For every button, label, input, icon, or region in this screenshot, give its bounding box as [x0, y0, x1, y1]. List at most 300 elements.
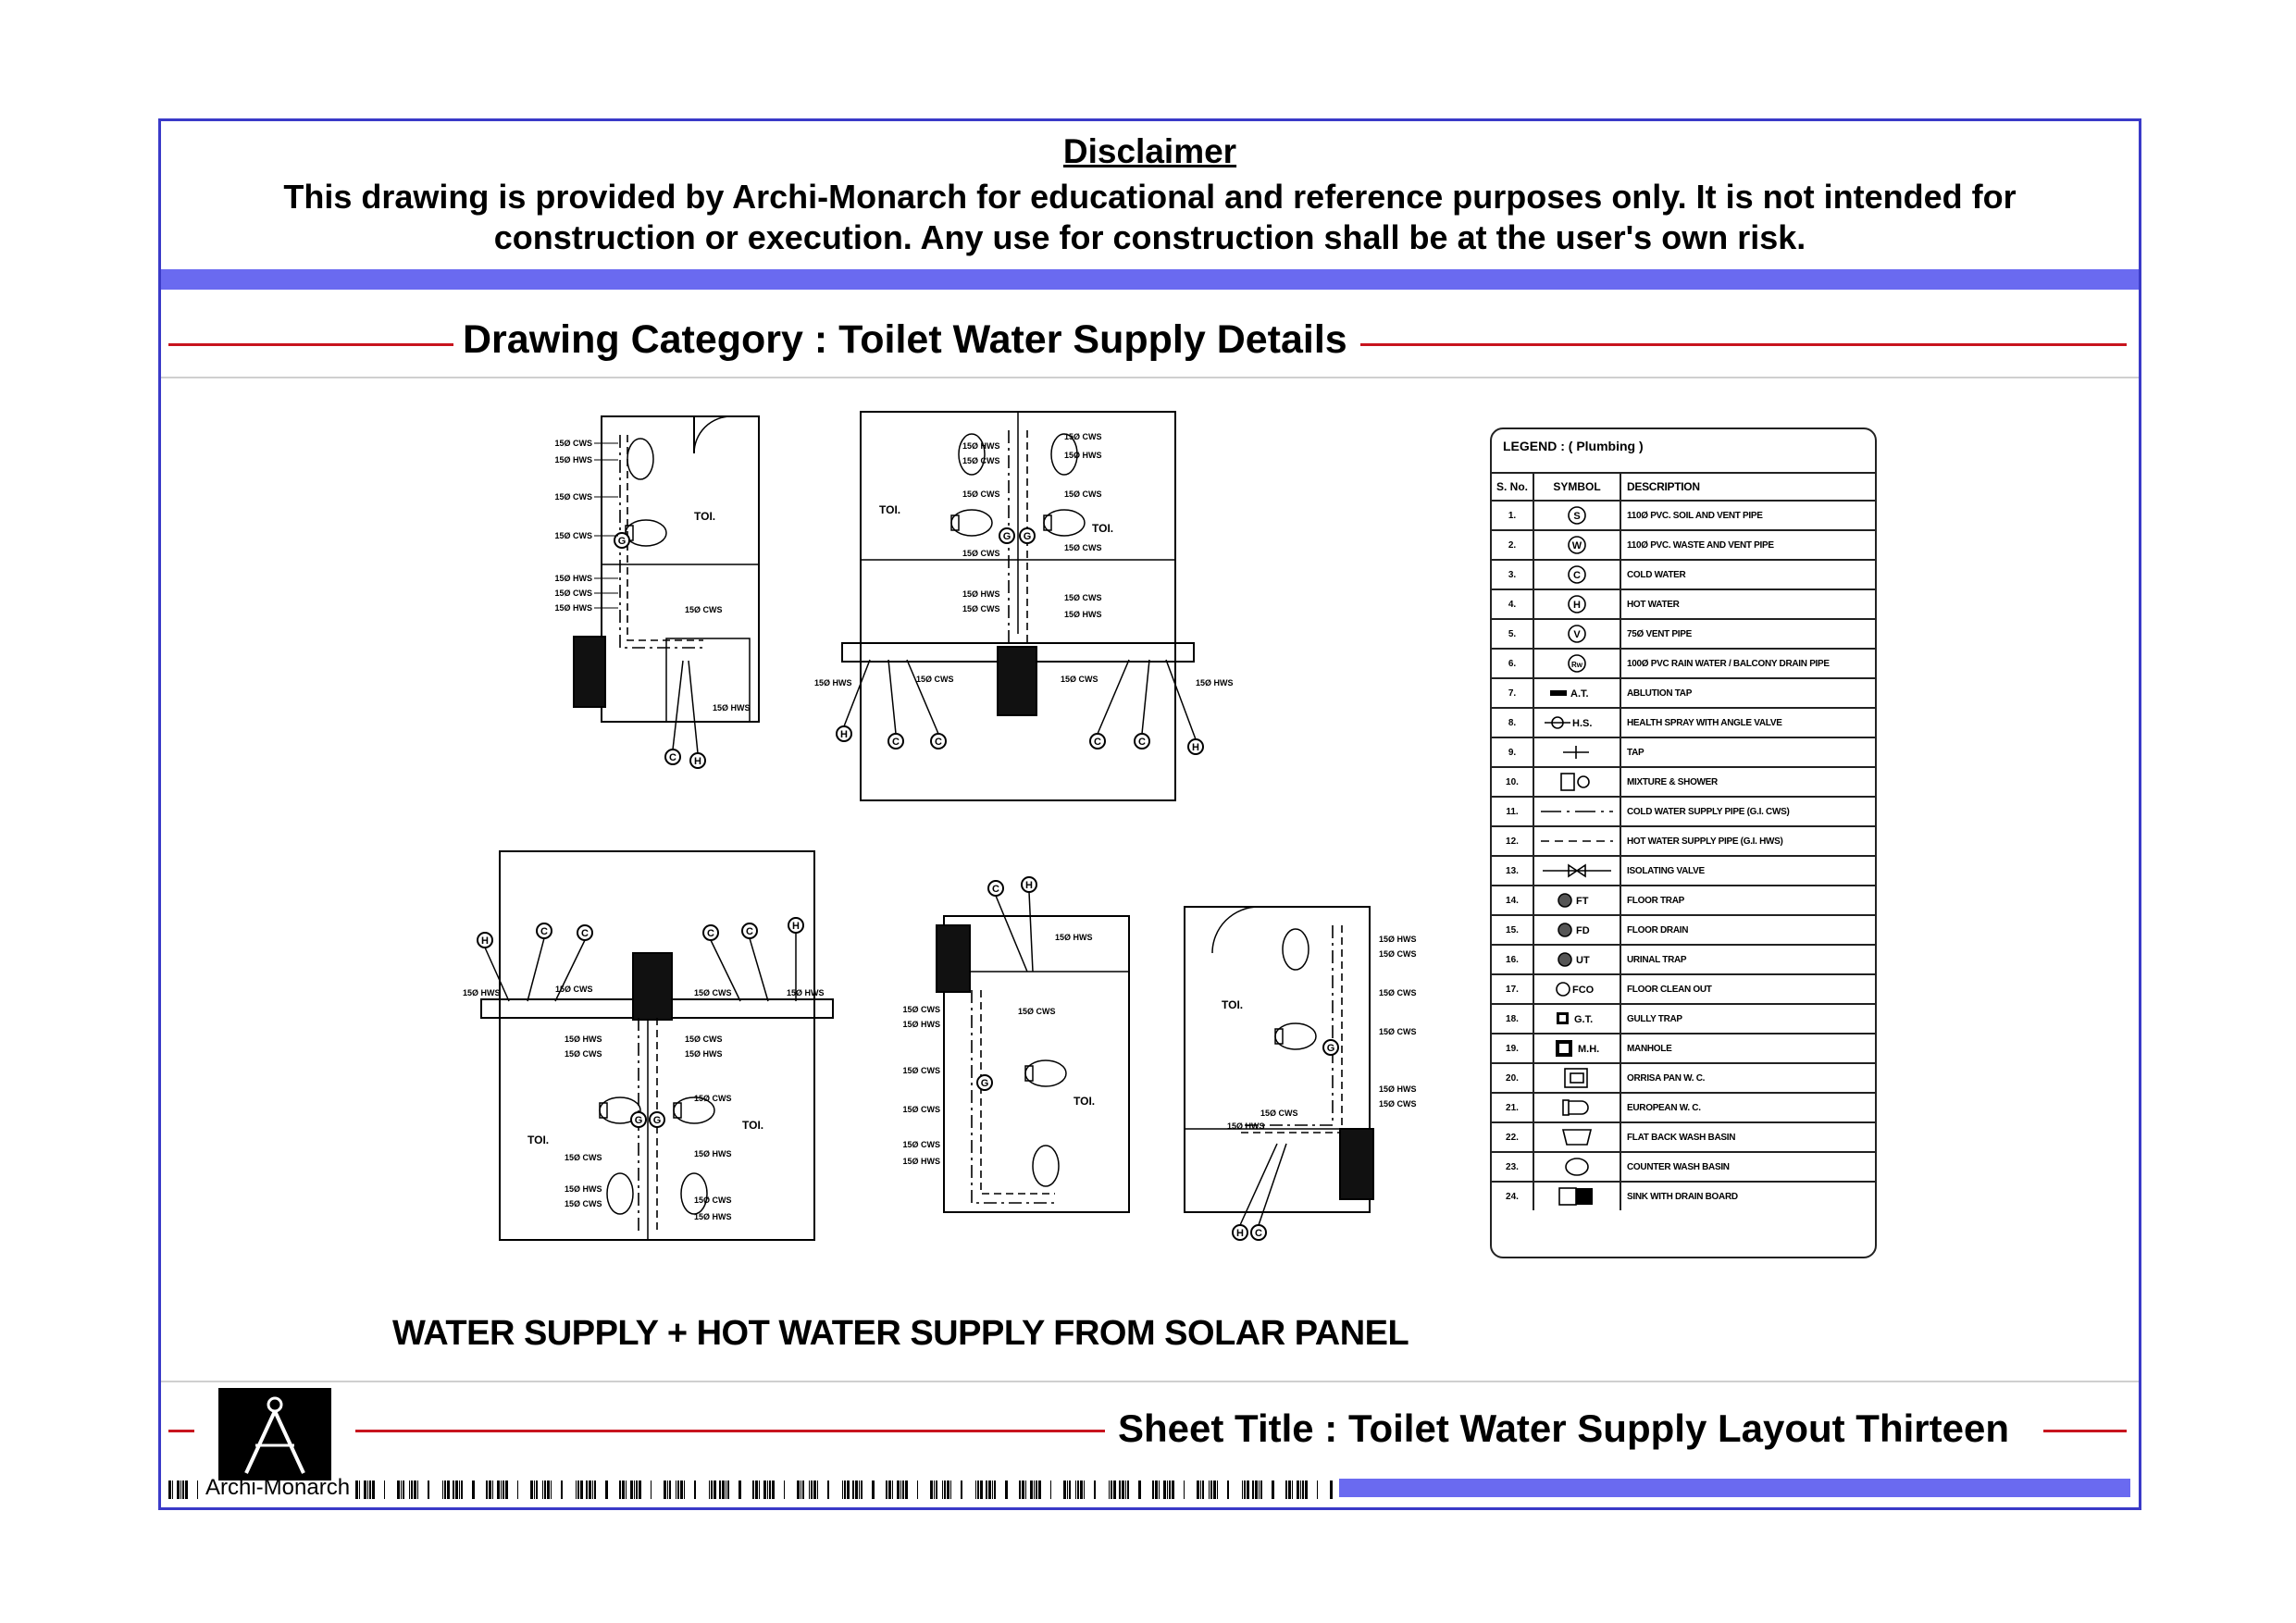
sheet-rule-right — [2043, 1430, 2127, 1432]
barcode-bar — [934, 1481, 935, 1499]
legend-row-description: HEALTH SPRAY WITH ANGLE VALVE — [1620, 708, 1875, 737]
barcode-bar — [680, 1481, 683, 1499]
legend-symbol-label: A.T. — [1570, 688, 1589, 700]
trap-grate — [1558, 953, 1571, 966]
legend-row-number: 7. — [1492, 678, 1533, 708]
plan-2 — [814, 412, 1234, 800]
leader-line — [907, 660, 938, 734]
legend-row-number: 21. — [1492, 1093, 1533, 1122]
marker-h-label: H — [694, 756, 701, 767]
marker-c-label: C — [707, 928, 714, 939]
circle-letter-icon — [1535, 533, 1619, 557]
barcode-bar — [622, 1481, 625, 1499]
barcode-bar — [544, 1481, 546, 1499]
pipe-label: 15Ø HWS — [1379, 935, 1417, 944]
barcode-bar — [384, 1481, 385, 1499]
pipe-label: 15Ø CWS — [1018, 1007, 1056, 1016]
legend-row-symbol — [1533, 915, 1620, 945]
basin-ellipse — [1566, 1158, 1588, 1175]
pipe-label: 15Ø CWS — [1379, 1027, 1417, 1036]
barcode-bar — [1330, 1481, 1333, 1499]
barcode-bar — [1163, 1481, 1166, 1499]
room-label: TOI. — [694, 510, 716, 523]
barcode-bar — [714, 1481, 716, 1499]
wc-bowl — [1044, 510, 1085, 536]
barcode-bar — [589, 1481, 591, 1499]
barcode-bar — [185, 1481, 188, 1499]
legend-row-number: 13. — [1492, 856, 1533, 886]
barcode-bar — [636, 1481, 638, 1499]
barcode-bar — [994, 1481, 996, 1499]
barcode-bar — [547, 1481, 550, 1499]
barcode-bar — [605, 1481, 608, 1499]
cold-pipe-icon — [1535, 799, 1619, 824]
barcode-bar — [1119, 1481, 1121, 1499]
cleanout-circle — [1557, 983, 1570, 996]
barcode-bar — [902, 1481, 904, 1499]
barcode-bar — [1050, 1481, 1051, 1499]
pipe-label: 15Ø CWS — [685, 605, 723, 614]
barcode-bar — [503, 1481, 504, 1499]
legend-row-number: 6. — [1492, 649, 1533, 678]
barcode-bar — [444, 1481, 446, 1499]
pipe-label: 15Ø HWS — [902, 1020, 940, 1029]
pipe-label: 15Ø HWS — [463, 988, 501, 997]
pipe-label: 15Ø CWS — [916, 675, 954, 684]
legend-row-description: FLOOR CLEAN OUT — [1620, 974, 1875, 1004]
barcode-bar — [1247, 1481, 1249, 1499]
trap-icon — [1535, 888, 1619, 912]
pipe-label: 15Ø CWS — [962, 604, 1000, 613]
barcode-bar — [872, 1481, 875, 1499]
circle-letter-icon — [1535, 563, 1619, 587]
marker-h-label: H — [481, 935, 489, 947]
pipe-label: 15Ø CWS — [902, 1105, 940, 1114]
pipe-label: 15Ø HWS — [962, 441, 1000, 451]
legend-row-description: FLAT BACK WASH BASIN — [1620, 1122, 1875, 1152]
barcode-bar — [842, 1481, 843, 1499]
barcode-bar — [859, 1481, 860, 1499]
wc-cistern — [1563, 1100, 1569, 1115]
barcode-bar — [619, 1481, 621, 1499]
legend-row — [1492, 945, 1875, 974]
legend-row-description: SINK WITH DRAIN BOARD — [1620, 1182, 1875, 1210]
pipe-label: 15Ø CWS — [1061, 675, 1098, 684]
plumbing-legend — [1490, 427, 1877, 1258]
solar-tank — [1340, 1129, 1373, 1199]
barcode-bar — [372, 1481, 375, 1499]
legend-row-symbol — [1533, 678, 1620, 708]
room-label: TOI. — [879, 503, 901, 516]
hot-pipe-icon — [1535, 829, 1619, 853]
circle-letter-icon — [1535, 651, 1619, 675]
barcode-bar — [1022, 1481, 1024, 1499]
legend-row-symbol — [1533, 856, 1620, 886]
legend-header-no: S. No. — [1492, 473, 1533, 501]
disclaimer-line-1: This drawing is provided by Archi-Monarch for educational and reference purposes only. It is not intended for — [283, 178, 2017, 216]
barcode-bar — [1067, 1481, 1068, 1499]
barcode-bar — [1094, 1481, 1096, 1499]
barcode-bar — [1172, 1481, 1174, 1499]
barcode-bar — [861, 1481, 863, 1499]
marker-h-label: H — [1025, 880, 1033, 891]
barcode-bar — [580, 1481, 583, 1499]
drawing-category-title: Drawing Category : Toilet Water Supply Details — [463, 317, 1347, 362]
plan-4 — [902, 877, 1129, 1212]
cold-pipe — [972, 990, 1055, 1203]
wc-bowl — [951, 510, 992, 536]
barcode-bar — [403, 1481, 404, 1499]
barcode-bar — [197, 1481, 198, 1499]
legend-row — [1492, 649, 1875, 678]
wc-bowl — [1569, 1101, 1588, 1114]
flatbasin-icon — [1535, 1125, 1619, 1149]
barcode-bar — [626, 1481, 627, 1499]
compass-icon — [218, 1388, 331, 1481]
leader-line — [1142, 660, 1149, 734]
pipe-label: 15Ø CWS — [565, 1199, 602, 1208]
barcode-bar — [1210, 1481, 1212, 1499]
leader-line — [996, 896, 1027, 972]
pipe-label: 15Ø CWS — [1260, 1109, 1298, 1118]
room-label: TOI. — [742, 1119, 764, 1132]
wash-basin — [1283, 929, 1309, 970]
barcode-bar — [417, 1481, 418, 1499]
legend-row — [1492, 1093, 1875, 1122]
legend-row-number: 15. — [1492, 915, 1533, 945]
barcode-bar — [1038, 1481, 1041, 1499]
door-swing — [694, 416, 731, 453]
legend-row-number: 8. — [1492, 708, 1533, 737]
barcode-bar — [1084, 1481, 1085, 1499]
barcode-bar — [177, 1481, 180, 1499]
mixer-body — [1561, 774, 1574, 790]
pipe-label: 15Ø CWS — [554, 588, 592, 598]
legend-row — [1492, 708, 1875, 737]
legend-row-description: MANHOLE — [1620, 1034, 1875, 1063]
barcode-bar — [534, 1481, 535, 1499]
barcode-bar — [1034, 1481, 1035, 1499]
disclaimer-line-2: construction or execution. Any use for construction shall be at the user's own risk. — [493, 218, 1806, 256]
ablution-tap-shape — [1550, 690, 1567, 696]
barcode-bar — [651, 1481, 652, 1499]
leader-line — [1098, 660, 1129, 734]
pipe-label: 15Ø CWS — [554, 492, 592, 502]
toilet-plans-drawing — [407, 389, 1462, 1258]
legend-row-description: URINAL TRAP — [1620, 945, 1875, 974]
barcode-bar — [1300, 1481, 1301, 1499]
barcode-bar — [944, 1481, 946, 1499]
barcode-bar — [455, 1481, 458, 1499]
plan-1-walls — [602, 416, 759, 722]
barcode-bar — [759, 1481, 760, 1499]
marker-c-label: C — [540, 926, 548, 937]
barcode-bar — [1292, 1481, 1293, 1499]
barcode-bar — [1080, 1481, 1083, 1499]
barcode-bar — [577, 1481, 579, 1499]
barcode-bar — [1217, 1481, 1218, 1499]
legend-row — [1492, 530, 1875, 560]
pipe-label: 15Ø CWS — [1379, 988, 1417, 997]
legend-symbol-label: H — [1573, 600, 1581, 611]
european-icon — [1535, 1096, 1619, 1120]
pipe-label: 15Ø HWS — [565, 1184, 602, 1194]
barcode-bar — [1069, 1481, 1071, 1499]
marker-c-label: C — [581, 928, 589, 939]
pipe-label: 15Ø HWS — [1064, 610, 1102, 619]
legend-row-number: 16. — [1492, 945, 1533, 974]
barcode-bar — [852, 1481, 854, 1499]
barcode-bar — [364, 1481, 366, 1499]
barcode-bar — [684, 1481, 685, 1499]
barcode-bar — [1005, 1481, 1008, 1499]
barcode-bar — [592, 1481, 593, 1499]
barcode-bar — [359, 1481, 360, 1499]
legend-symbol-label: M.H. — [1578, 1044, 1600, 1055]
barcode-bar — [1255, 1481, 1258, 1499]
leader-line — [888, 660, 896, 734]
barcode-bar — [947, 1481, 949, 1499]
legend-row-number: 20. — [1492, 1063, 1533, 1093]
pipe-label: 15Ø CWS — [1064, 432, 1102, 441]
legend-table — [1492, 472, 1875, 1210]
health-spray-icon — [1535, 711, 1619, 735]
valve-icon — [1535, 859, 1619, 883]
legend-row-number: 1. — [1492, 501, 1533, 530]
barcode-bar — [1260, 1481, 1262, 1499]
legend-row-symbol — [1533, 649, 1620, 678]
legend-row-number: 3. — [1492, 560, 1533, 589]
barcode-bar — [772, 1481, 775, 1499]
legend-row-description: ABLUTION TAP — [1620, 678, 1875, 708]
legend-row — [1492, 915, 1875, 945]
solar-tank — [574, 637, 605, 707]
leader-line — [750, 938, 768, 1001]
legend-row-symbol — [1533, 797, 1620, 826]
barcode-bar — [936, 1481, 937, 1499]
legend-row-description: HOT WATER SUPPLY PIPE (G.I. HWS) — [1620, 826, 1875, 856]
legend-row-symbol — [1533, 974, 1620, 1004]
trap-grate — [1558, 894, 1571, 907]
legend-header-row — [1492, 473, 1875, 501]
pipe-label: 15Ø HWS — [1379, 1084, 1417, 1094]
manhole-icon — [1535, 1036, 1619, 1060]
legend-row-symbol — [1533, 1004, 1620, 1034]
barcode-bar — [769, 1481, 771, 1499]
barcode-bar — [517, 1481, 518, 1499]
barcode-bar — [719, 1481, 721, 1499]
barcode-bar — [738, 1481, 741, 1499]
legend-row-symbol — [1533, 619, 1620, 649]
barcode-bar — [800, 1481, 801, 1499]
wc-bowl — [1025, 1060, 1066, 1086]
marker-g-label: G — [980, 1078, 989, 1089]
barcode-bar — [886, 1481, 887, 1499]
legend-row-description: FLOOR TRAP — [1620, 886, 1875, 915]
drainboard — [1576, 1188, 1593, 1205]
barcode-bar — [530, 1481, 533, 1499]
legend-symbol-label: FT — [1576, 896, 1589, 907]
pipe-label: 15Ø HWS — [1196, 678, 1234, 688]
legend-row-number: 18. — [1492, 1004, 1533, 1034]
legend-row — [1492, 886, 1875, 915]
solar-tank — [633, 953, 672, 1020]
wash-basin — [681, 1173, 707, 1214]
legend-row-symbol — [1533, 560, 1620, 589]
header-blue-band — [161, 269, 2139, 290]
barcode-bar — [897, 1481, 900, 1499]
sink-box — [1559, 1188, 1576, 1205]
barcode-right — [355, 1481, 1333, 1499]
legend-row-symbol — [1533, 826, 1620, 856]
legend-header-symbol: SYMBOL — [1533, 473, 1620, 501]
barcode-bar — [576, 1481, 577, 1499]
pipe-label: 15Ø HWS — [554, 574, 592, 583]
pipe-label: 15Ø CWS — [555, 985, 593, 994]
barcode-bar — [489, 1481, 491, 1499]
pipe-label: 15Ø CWS — [962, 489, 1000, 499]
barcode-bar — [888, 1481, 891, 1499]
legend-row-description: MIXTURE & SHOWER — [1620, 767, 1875, 797]
solar-tank — [998, 647, 1036, 715]
barcode-bar — [784, 1481, 785, 1499]
pipe-label: 15Ø HWS — [694, 1212, 732, 1221]
pipe-label: 15Ø HWS — [814, 678, 852, 688]
barcode-bar — [763, 1481, 766, 1499]
plan-3 — [463, 851, 833, 1240]
barcode-bar — [492, 1481, 493, 1499]
sheet-rule-left — [355, 1430, 1105, 1432]
barcode-bar — [855, 1481, 858, 1499]
barcode-bar — [639, 1481, 641, 1499]
marker-g-label: G — [1002, 531, 1011, 542]
barcode-bar — [1167, 1481, 1168, 1499]
barcode-bar — [677, 1481, 679, 1499]
legend-row-description: ISOLATING VALVE — [1620, 856, 1875, 886]
barcode-bar — [905, 1481, 908, 1499]
barcode-bar — [900, 1481, 901, 1499]
barcode-bar — [722, 1481, 725, 1499]
gully-icon — [1535, 1007, 1619, 1031]
legend-symbol-label: FCO — [1572, 985, 1595, 996]
legend-symbol-label: V — [1573, 629, 1581, 640]
marker-c-label: C — [935, 737, 942, 748]
trap-icon — [1535, 918, 1619, 942]
hot-pipe — [1240, 925, 1342, 1133]
barcode-bar — [1305, 1481, 1308, 1499]
legend-row-symbol — [1533, 767, 1620, 797]
barcode-bar — [1197, 1481, 1199, 1499]
legend-symbol-label: G.T. — [1574, 1014, 1594, 1025]
barcode-bar — [397, 1481, 400, 1499]
legend-row-symbol — [1533, 886, 1620, 915]
pipe-label: 15Ø HWS — [554, 455, 592, 465]
leader-line — [527, 938, 544, 1001]
barcode-bar — [992, 1481, 993, 1499]
barcode-bar — [809, 1481, 810, 1499]
barcode-bar — [988, 1481, 991, 1499]
legend-row — [1492, 826, 1875, 856]
legend-row-number: 19. — [1492, 1034, 1533, 1063]
legend-title: LEGEND : ( Plumbing ) — [1503, 439, 1644, 453]
barcode-bar — [1202, 1481, 1204, 1499]
barcode-bar — [1122, 1481, 1124, 1499]
legend-row-symbol — [1533, 737, 1620, 767]
barcode-bar — [447, 1481, 450, 1499]
legend-row-number: 4. — [1492, 589, 1533, 619]
legend-row-symbol — [1533, 501, 1620, 530]
barcode-bar — [1077, 1481, 1079, 1499]
barcode-bar — [168, 1481, 171, 1499]
door-swing — [1212, 907, 1259, 953]
leader-line — [844, 660, 870, 726]
legend-row — [1492, 797, 1875, 826]
leader-line — [1166, 660, 1196, 739]
legend-row — [1492, 974, 1875, 1004]
legend-symbol-label: H.S. — [1572, 718, 1593, 729]
barcode-bar — [977, 1481, 979, 1499]
pipe-label: 15Ø CWS — [1064, 489, 1102, 499]
legend-row-number: 11. — [1492, 797, 1533, 826]
marker-g-label: G — [617, 536, 627, 547]
legend-row-symbol — [1533, 1034, 1620, 1063]
leader-line — [673, 661, 683, 750]
marker-g-label: G — [1326, 1043, 1335, 1054]
marker-g-label: G — [1023, 531, 1032, 542]
wc-bowl — [626, 520, 666, 546]
legend-row — [1492, 856, 1875, 886]
category-rule-right — [1360, 343, 2127, 346]
barcode-bar — [551, 1481, 552, 1499]
disclaimer-block — [161, 121, 2139, 269]
barcode-bar — [709, 1481, 710, 1499]
pipe-label: 15Ø HWS — [565, 1035, 602, 1044]
legend-row-number: 10. — [1492, 767, 1533, 797]
legend-row-description: FLOOR DRAIN — [1620, 915, 1875, 945]
legend-row — [1492, 737, 1875, 767]
legend-row-number: 14. — [1492, 886, 1533, 915]
pipe-label: 15Ø CWS — [902, 1005, 940, 1014]
pipe-label: 15Ø CWS — [565, 1049, 602, 1059]
legend-row-description: COLD WATER SUPPLY PIPE (G.I. CWS) — [1620, 797, 1875, 826]
marker-c-label: C — [992, 884, 999, 895]
pipe-label: 15Ø CWS — [1379, 1099, 1417, 1109]
legend-row-description: 110Ø PVC. WASTE AND VENT PIPE — [1620, 530, 1875, 560]
barcode-bar — [411, 1481, 413, 1499]
wash-basin — [1033, 1146, 1059, 1186]
barcode-bar — [586, 1481, 588, 1499]
pipe-label: 15Ø HWS — [1227, 1121, 1265, 1131]
barcode-bar — [917, 1481, 918, 1499]
barcode-bar — [892, 1481, 893, 1499]
barcode-bar — [542, 1481, 543, 1499]
barcode-bar — [1252, 1481, 1254, 1499]
barcode-bar — [1036, 1481, 1037, 1499]
barcode-bar — [1213, 1481, 1216, 1499]
legend-row-description: 100Ø PVC RAIN WATER / BALCONY DRAIN PIPE — [1620, 649, 1875, 678]
legend-row-number: 17. — [1492, 974, 1533, 1004]
barcode-bar — [182, 1481, 184, 1499]
marker-c-label: C — [669, 752, 676, 763]
barcode-bar — [694, 1481, 696, 1499]
legend-header-description: DESCRIPTION — [1620, 473, 1875, 501]
legend-row-symbol — [1533, 708, 1620, 737]
barcode-bar — [802, 1481, 804, 1499]
barcode-bar — [961, 1481, 962, 1499]
barcode-bar — [1285, 1481, 1287, 1499]
pipe-label: 15Ø HWS — [694, 1149, 732, 1158]
barcode-bar — [1317, 1481, 1318, 1499]
